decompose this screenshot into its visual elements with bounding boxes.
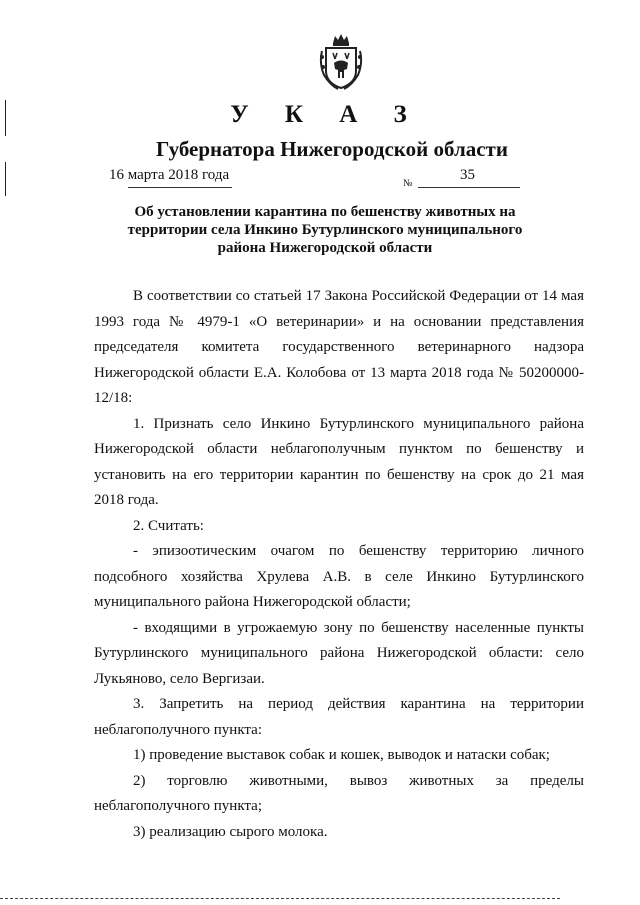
date-underline [128,187,232,188]
paragraph-item-1: 1. Признать село Инкино Бутурлинского муниципального района Нижегородской области неблагополучным пунктом по бешенству и установить на его территории карантин по бешенству на срок до 21 мая 2018 года. [94,415,584,508]
decree-number: 35 [460,167,475,183]
paragraph-item-2: 2. Считать: [133,517,204,534]
decree-body [94,284,584,845]
paragraph-preamble: В соответствии со статьей 17 Закона Российской Федерации от 14 мая 1993 года № 4979-1 «О ветеринарии» и на основании представления председателя комитета государственного ветеринарного надзора Нижегородской области Е.А. Колобова от 13 марта 2018 года № 50200000-12/18: [94,288,584,406]
subject-line: района Нижегородской области [217,240,433,256]
footer-line [0,898,560,899]
decree-subtitle: Губернатора Нижегородской области [156,137,508,161]
paragraph-item-3-3: 3) реализацию сырого молока. [133,823,328,840]
coat-of-arms-icon [318,33,364,91]
number-label: № [403,178,413,189]
decree-date: 16 марта 2018 года [109,167,230,183]
decree-title: У К А З [230,101,422,128]
subject-line: территории села Инкино Бутурлинского муниципального [127,222,523,238]
paragraph-item-2-focus: - эпизоотическим очагом по бешенству территорию личного подсобного хозяйства Хрулева А.В. в селе Инкино Бутурлинского муниципального района Нижегородской области; [94,543,584,610]
paragraph-item-2-zone: - входящими в угрожаемую зону по бешенству населенные пункты Бутурлинского муниципального района Нижегородской области: село Лукьяново, село Вергизаи. [94,619,584,687]
paragraph-item-3-2: 2) торговлю животными, вывоз животных за пределы неблагополучного пункта; [94,772,584,814]
paragraph-item-3: 3. Запретить на период действия карантина на территории неблагополучного пункта: [94,696,584,738]
number-underline [418,187,520,188]
subject-line: Об установлении карантина по бешенству животных на [134,204,516,220]
margin-mark [5,162,6,196]
decree-subject [100,203,550,257]
paragraph-item-3-1: 1) проведение выставок собак и кошек, выводок и натаски собак; [133,747,550,763]
